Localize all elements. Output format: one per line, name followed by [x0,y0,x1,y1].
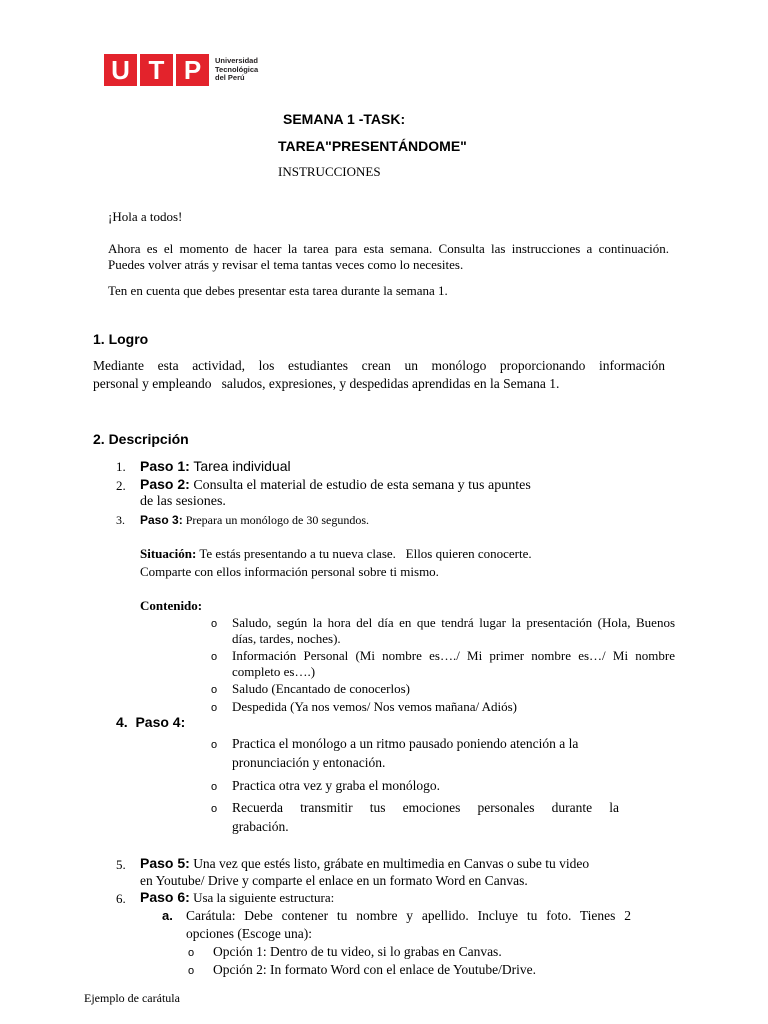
paso4-item1-line1: Practica el monólogo a un ritmo pausado poniendo atención a la [232,736,579,751]
contenido-bullet-2: o [211,651,218,663]
paso4-bullet-2: o [211,781,218,793]
paso2-text-line2: de las sesiones. [140,494,226,509]
paso4-item1-line2: pronunciación y entonación. [232,755,386,770]
paso4-item3-line1: Recuerda transmitir tus emociones personales durante la [232,800,619,815]
paso6-sub-a-line1: Carátula: Debe contener tu nombre y apellido. Incluye tu foto. Tienes 2 [186,908,631,923]
paso5-text-line1: Una vez que estés listo, grábate en multimedia en Canvas o sube tu video [193,856,590,871]
paso6-opt-bullet-2: o [188,965,195,977]
logo-letter-u: U [104,54,137,86]
contenido-item4: Despedida (Ya nos vemos/ Nos vemos mañana/ Adiós) [232,699,518,714]
paso4-item2: Practica otra vez y graba el monólogo. [232,778,441,793]
heading-logro: 1. Logro [93,331,149,347]
paso4-bullet-3: o [211,803,218,815]
contenido-item1-line1: Saludo, según la hora del día en que tendrá lugar la presentación (Hola, Buenos [232,615,675,630]
paso4-label: 4. Paso 4: [116,714,186,730]
heading-descripcion: 2. Descripción [93,431,189,447]
utp-logo [104,54,258,86]
contenido-item2-line1: Información Personal (Mi nombre es…./ Mi primer nombre es…/ Mi nombre [232,648,675,663]
contenido-item2-line2: completo es….) [232,664,316,679]
situacion-line1 [140,546,532,562]
paso5-text-line2: en Youtube/ Drive y comparte el enlace en un formato Word en Canvas. [140,873,528,888]
paso3 [140,513,369,528]
paso6-text: Usa la siguiente estructura: [193,890,335,905]
paso2 [140,476,531,494]
logo-letter-p: P [176,54,209,86]
contenido-item3: Saludo (Encantado de conocerlos) [232,681,410,696]
contenido-item1-line2: días, tardes, noches). [232,631,341,646]
situacion-label: Situación: [140,546,197,561]
intro-paragraph-line1: Ahora es el momento de hacer la tarea para esta semana. Consulta las instrucciones a continuación. [108,241,669,256]
logro-line2: personal y empleando saludos, expresiones, y despedidas aprendidas en la Semana 1. [93,376,560,391]
contenido-bullet-1: o [211,618,218,630]
footer-caption: Ejemplo de carátula [84,991,180,1005]
paso2-text-line1: Consulta el material de estudio de esta semana y tus apuntes [193,478,531,493]
logo-letter-t: T [140,54,173,86]
title-semana: SEMANA 1 -TASK: [283,111,406,127]
paso6-label: Paso 6: [140,889,190,905]
paso6 [140,889,334,906]
paso6-opt-bullet-1: o [188,947,195,959]
paso2-label: Paso 2: [140,476,190,492]
logro-line1: Mediante esta actividad, los estudiantes crean un monólogo proporcionando información [93,358,665,373]
paso1-label: Paso 1: [140,458,190,474]
logo-university-name: Universidad Tecnológica del Perú [215,56,259,83]
paso3-text: Prepara un monólogo de 30 segundos. [185,513,369,527]
contenido-label: Contenido: [140,598,203,613]
paso5 [140,855,589,872]
paso5-number: 5. [116,857,126,872]
paso6-option1: Opción 1: Dentro de tu video, si lo grabas en Canvas. [213,944,502,959]
contenido-bullet-4: o [211,702,218,714]
paso3-label: Paso 3: [140,513,183,527]
paso6-sub-a-marker: a. [162,908,173,923]
situacion-text: Te estás presentando a tu nueva clase. Ellos quieren conocerte. [199,546,532,561]
paso2-number: 2. [116,478,126,493]
intro-paragraph-line2: Puedes volver atrás y revisar el tema tantas veces como lo necesites. [108,257,464,272]
paso5-label: Paso 5: [140,855,190,871]
paso6-option2: Opción 2: In formato Word con el enlace de Youtube/Drive. [213,962,536,977]
contenido-bullet-3: o [211,684,218,696]
paso6-number: 6. [116,891,126,906]
subtitle-instrucciones: INSTRUCCIONES [278,164,381,179]
greeting: ¡Hola a todos! [108,209,183,224]
situacion-line2: Comparte con ellos información personal sobre ti mismo. [140,564,439,579]
paso1 [140,458,291,476]
paso1-text: Tarea individual [193,458,291,474]
paso3-number: 3. [116,513,125,527]
paso6-sub-a-line2: opciones (Escoge una): [186,926,312,941]
paso1-number: 1. [116,459,126,474]
intro-deadline: Ten en cuenta que debes presentar esta tarea durante la semana 1. [108,283,448,298]
paso4-item3-line2: grabación. [232,819,289,834]
title-tarea: TAREA"PRESENTÁNDOME" [278,138,467,154]
paso4-bullet-1: o [211,739,218,751]
